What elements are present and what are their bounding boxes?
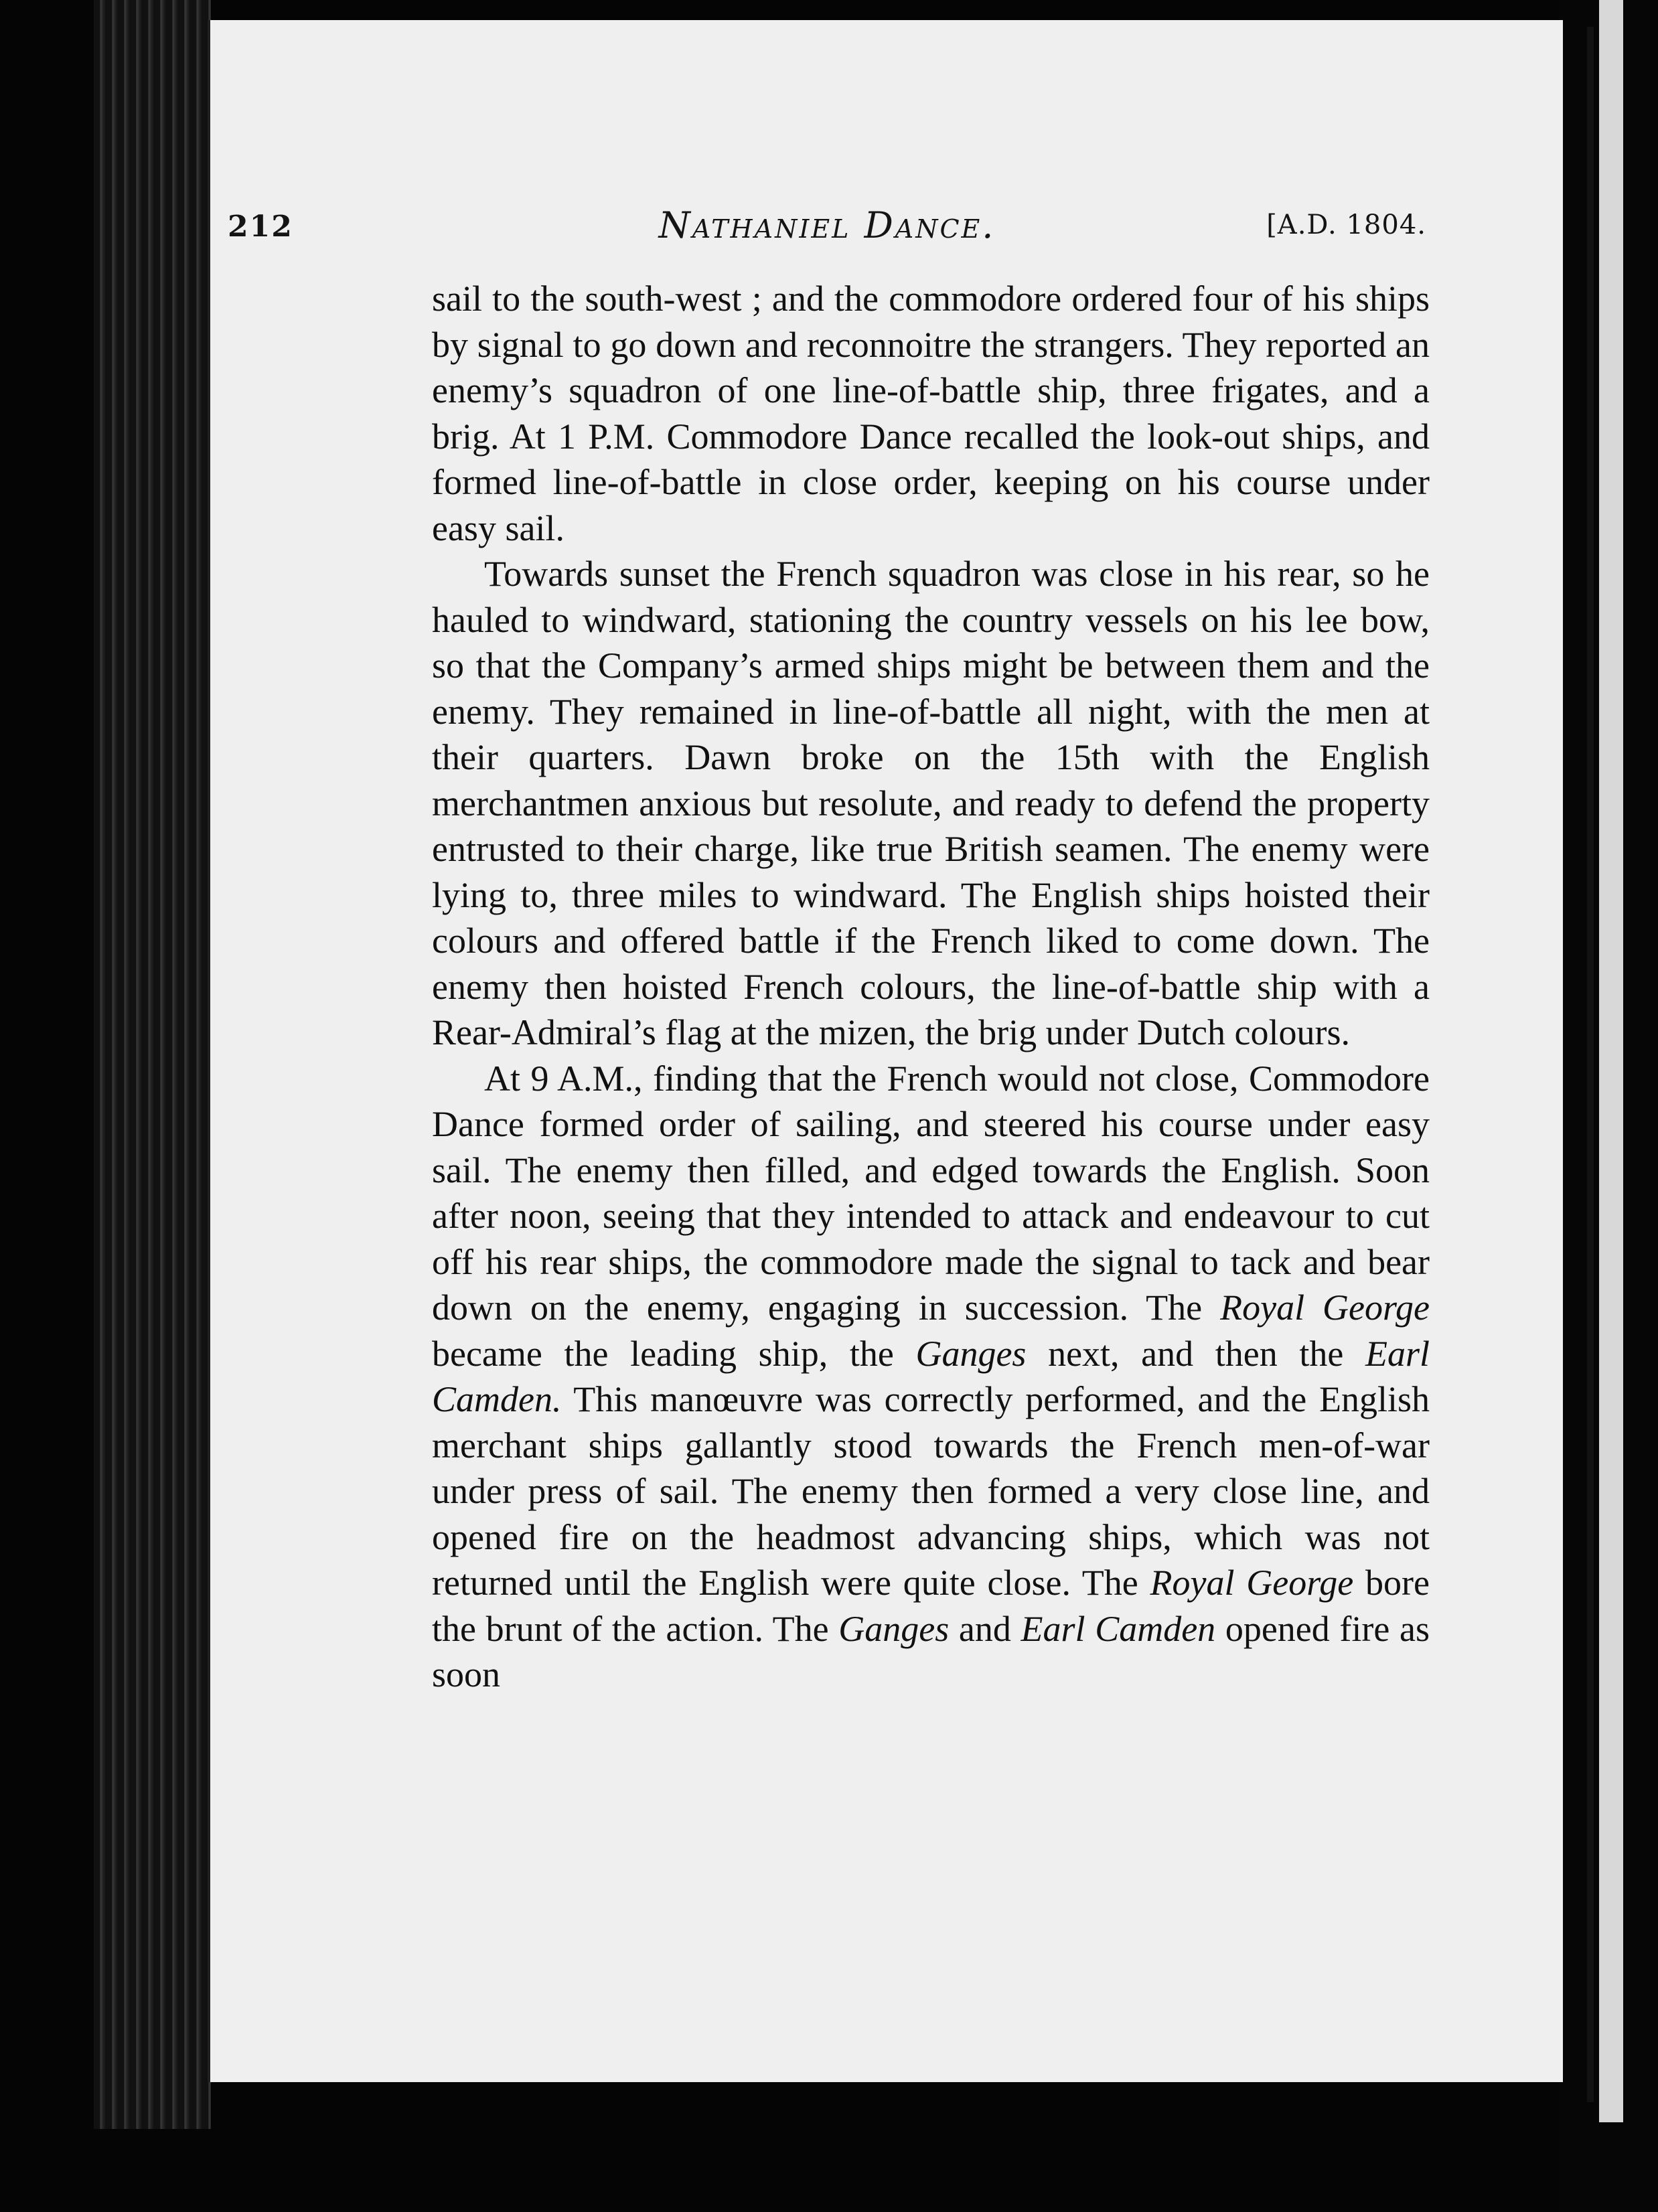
next-page-sliver bbox=[1599, 0, 1623, 2122]
ship-name: Earl Camden bbox=[1021, 1608, 1216, 1649]
gutter-line bbox=[1587, 27, 1594, 2102]
page-number: 212 bbox=[228, 210, 293, 244]
ship-name: Royal George bbox=[1150, 1563, 1354, 1603]
paragraph-3 bbox=[432, 1056, 1430, 1698]
paragraph-1: sail to the south-west ; and the commodore ordered four of his ships by signal to go down and reconnoitre the strangers. They reported an enemy’s squadron of one line-of-battle ship, three frigates, and a brig. At 1 P.M. Commodore Dance recalled the look-out ships, and formed line-of-battle in close order, keeping on his course under easy sail. bbox=[432, 279, 1430, 548]
text-segment: bore the brunt of the action. The bbox=[432, 1563, 1430, 1649]
text-segment: and bbox=[949, 1608, 1021, 1649]
page-edges bbox=[94, 0, 211, 2129]
text-segment: At 9 A.M., finding that the French would not close, Commodore Dance formed order of sailing, and steered his course under easy sail. The enemy then filled, and edged towards the English. Soon after noon, seeing that they intended to attack and endeavour to cut off his rear ships, the commodore made the signal to tack and bear down on the enemy, engaging in succession. The bbox=[432, 1058, 1430, 1328]
text-segment: This manœuvre was correctly performed, and the English merchant ships gallantly stood towards the French men-of-war under press of sail. The enemy then formed a very close line, and opened fire on the headmost advancing ships, which was not returned until the English were quite close. The bbox=[432, 1379, 1430, 1603]
ship-name: Ganges bbox=[915, 1333, 1027, 1374]
running-title: Nathaniel Dance. bbox=[658, 204, 996, 246]
ship-name: Royal George bbox=[1220, 1287, 1430, 1328]
text-segment: became the leading ship, the bbox=[432, 1333, 916, 1374]
running-header bbox=[228, 204, 1426, 251]
text-segment: opened fire as soon bbox=[432, 1608, 1430, 1694]
text-segment: next, and then the bbox=[1026, 1333, 1365, 1374]
ship-name: Ganges bbox=[838, 1608, 950, 1649]
paragraph-2: Towards sunset the French squadron was close in his rear, so he hauled to windward, stationing the country vessels on his lee bow, so that the Company’s armed ships might be between them and the enemy. They remained in line-of-battle all night, with the men at their quarters. Dawn broke on the 15th with the English merchantmen anxious but resolute, and ready to defend the property entrusted to their charge, like true British seamen. The enemy were lying to, three miles to windward. The English ships hoisted their colours and offered battle if the French liked to come down. The enemy then hoisted French colours, the line-of-battle ship with a Rear-Admiral’s flag at the mizen, the brig under Dutch colours. bbox=[432, 554, 1430, 1052]
body-text bbox=[432, 276, 1430, 1698]
right-gutter bbox=[1559, 0, 1658, 2212]
header-date: [A.D. 1804. bbox=[1266, 210, 1426, 240]
ship-name: Earl Camden. bbox=[432, 1333, 1430, 1419]
